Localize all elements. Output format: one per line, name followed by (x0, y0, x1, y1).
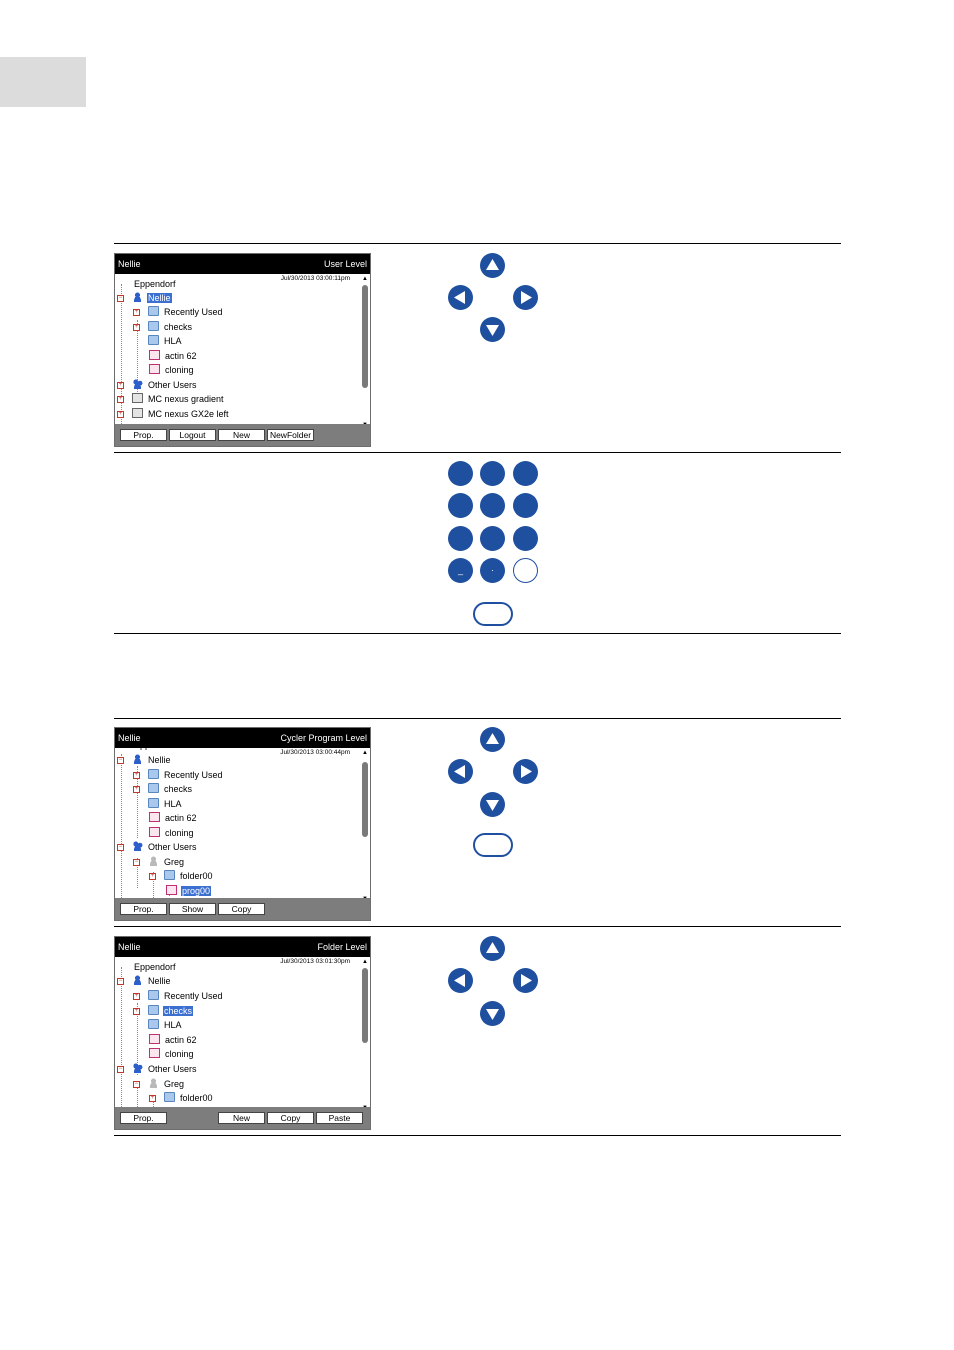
folder-icon (164, 870, 175, 880)
program-icon (149, 827, 160, 837)
tree-item-program[interactable]: cloning (149, 1047, 195, 1061)
keypad-key[interactable] (513, 526, 538, 551)
enter-key-icon[interactable] (473, 833, 513, 857)
folder-icon (148, 1005, 159, 1015)
expand-icon[interactable]: + (118, 382, 123, 388)
scrollbar[interactable] (361, 959, 369, 1109)
keypad-key[interactable] (480, 526, 505, 551)
arrow-up-icon (480, 936, 505, 961)
collapse-icon[interactable]: − (118, 295, 123, 301)
collapse-icon[interactable]: − (134, 859, 139, 865)
collapse-icon[interactable]: − (118, 978, 123, 984)
tree-item-folder[interactable]: Recently Used (148, 768, 224, 782)
arrow-down-icon (480, 317, 505, 342)
tree-item-user[interactable]: Nellie (132, 974, 172, 988)
program-icon (149, 1034, 160, 1044)
file-tree (115, 274, 361, 424)
file-tree (115, 740, 361, 898)
arrow-up-icon (480, 253, 505, 278)
keypad-key-underscore[interactable]: _ (448, 558, 473, 583)
scroll-up-icon[interactable]: ▲ (362, 959, 368, 965)
scroll-up-icon[interactable]: ▲ (362, 750, 368, 756)
users-icon (132, 1063, 143, 1073)
tree-item-user[interactable]: Greg (148, 855, 185, 869)
program-icon (149, 812, 160, 822)
expand-icon[interactable]: + (150, 1095, 155, 1101)
keypad-key[interactable] (513, 461, 538, 486)
tree-item-program[interactable]: cloning (149, 826, 195, 840)
recent-folder-icon (148, 769, 159, 779)
arrow-left-icon (448, 285, 473, 310)
tree-item-program[interactable]: prog00 (166, 884, 211, 898)
arrow-left-key[interactable] (448, 968, 473, 993)
arrow-right-icon (513, 968, 538, 993)
arrow-left-icon (448, 759, 473, 784)
tree-item-program[interactable]: actin 62 (149, 1033, 198, 1047)
device-screen-user-level (114, 253, 371, 447)
file-tree (115, 957, 361, 1107)
tree-item-program[interactable]: actin 62 (149, 811, 198, 825)
expand-icon[interactable]: + (134, 324, 139, 330)
tree-item-folder[interactable]: checks (148, 782, 193, 796)
device-screen-program-level (114, 727, 371, 921)
arrow-down-icon (480, 792, 505, 817)
keypad-key-blank[interactable] (513, 558, 538, 583)
folder-icon (148, 1019, 159, 1029)
arrow-right-key[interactable] (513, 968, 538, 993)
scrollbar[interactable] (361, 276, 369, 426)
cycler-device-icon (132, 393, 143, 403)
arrow-down-key[interactable] (480, 1001, 505, 1026)
keypad-key-dot[interactable]: · (480, 558, 505, 583)
program-icon (166, 885, 177, 895)
screen-timestamp: Jul/30/2013 03:00:44pm (280, 749, 350, 756)
tree-item-folder[interactable]: folder00 (164, 869, 214, 883)
collapse-icon[interactable]: − (118, 1066, 123, 1072)
keypad-key[interactable] (480, 493, 505, 518)
screen-title-bar (115, 254, 370, 274)
keypad-key[interactable] (448, 493, 473, 518)
device-screen-folder-level (114, 936, 371, 1130)
scroll-thumb[interactable] (362, 968, 368, 1043)
tree-item-user[interactable]: Greg (148, 1077, 185, 1091)
expand-icon[interactable]: + (118, 411, 123, 417)
arrow-up-icon (480, 727, 505, 752)
folder-icon (148, 783, 159, 793)
program-icon (149, 364, 160, 374)
logout-softkey[interactable]: Logout (169, 429, 216, 441)
keypad-key[interactable] (513, 493, 538, 518)
collapse-icon[interactable]: − (118, 757, 123, 763)
prop-softkey[interactable]: Prop. (120, 903, 167, 915)
expand-icon[interactable]: + (134, 1008, 139, 1014)
table-bottom-rule (114, 633, 841, 634)
expand-icon[interactable]: + (134, 772, 139, 778)
paste-softkey[interactable]: Paste (316, 1112, 363, 1124)
screen-user-name: Nellie (118, 942, 141, 952)
tree-item-user[interactable]: Nellie (132, 291, 172, 305)
program-icon (149, 350, 160, 360)
arrow-down-key[interactable] (480, 792, 505, 817)
arrow-left-icon (448, 968, 473, 993)
tree-item-other-users[interactable]: Other Users (132, 1062, 198, 1076)
keypad-key[interactable] (448, 461, 473, 486)
user-icon (132, 292, 143, 302)
arrow-right-icon (513, 285, 538, 310)
scroll-thumb[interactable] (362, 285, 368, 388)
tree-item-folder[interactable]: Recently Used (148, 305, 224, 319)
tree-item-program[interactable]: actin 62 (149, 349, 198, 363)
user-icon (132, 975, 143, 985)
arrow-right-icon (513, 759, 538, 784)
screen-timestamp: Jul/30/2013 03:01:30pm (280, 958, 350, 965)
screen-level-title: Folder Level (317, 942, 367, 952)
screen-level-title: User Level (323, 259, 367, 269)
recent-folder-icon (148, 990, 159, 1000)
keypad-key[interactable] (480, 461, 505, 486)
scroll-thumb[interactable] (362, 762, 368, 837)
arrow-right-key[interactable] (513, 759, 538, 784)
softkey-bar (115, 424, 370, 446)
enter-key-icon[interactable] (473, 602, 513, 626)
expand-icon[interactable]: + (134, 309, 139, 315)
tree-item-device[interactable]: MC nexus gradient (132, 392, 225, 406)
tree-item-folder[interactable]: HLA (148, 797, 183, 811)
folder-icon (148, 798, 159, 808)
folder-icon (148, 321, 159, 331)
folder-icon (164, 1092, 175, 1102)
softkey-bar (115, 898, 370, 920)
tree-item-folder[interactable]: checks (148, 1004, 193, 1018)
tree-item-device[interactable]: MC nexus GX2e left (132, 407, 230, 421)
tree-item-other-users[interactable]: Other Users (132, 378, 198, 392)
tree-item-folder[interactable]: folder00 (164, 1091, 214, 1105)
tree-item-folder[interactable]: Recently Used (148, 989, 224, 1003)
copy-softkey[interactable]: Copy (267, 1112, 314, 1124)
new-folder-softkey[interactable]: NewFolder (267, 429, 314, 441)
cycler-device-icon (132, 408, 143, 418)
expand-icon[interactable]: + (134, 786, 139, 792)
screen-timestamp: Jul/30/2013 03:00:11pm (280, 275, 350, 282)
arrow-down-key[interactable] (480, 317, 505, 342)
table-bottom-rule-2 (114, 1135, 841, 1136)
users-icon (132, 841, 143, 851)
screen-title-bar (115, 937, 370, 957)
table-row-divider-2 (114, 926, 841, 927)
screen-user-name: Nellie (118, 259, 141, 269)
screen-level-title: Cycler Program Level (280, 733, 367, 743)
table-row-divider (114, 452, 841, 453)
arrow-left-key[interactable] (448, 759, 473, 784)
tree-item-program[interactable]: cloning (149, 363, 195, 377)
tree-item-root[interactable]: Eppendorf (134, 740, 176, 750)
arrow-up-key[interactable] (480, 727, 505, 752)
table-top-rule (114, 243, 841, 244)
keypad-key[interactable] (448, 526, 473, 551)
arrow-up-key[interactable] (480, 253, 505, 278)
tree-item-user[interactable]: Nellie (132, 753, 172, 767)
user-icon (132, 754, 143, 764)
chapter-tab-marker (0, 57, 86, 107)
program-icon (149, 1048, 160, 1058)
users-icon (132, 379, 143, 389)
scrollbar[interactable] (361, 750, 369, 900)
user-icon (148, 856, 159, 866)
expand-icon[interactable]: + (134, 993, 139, 999)
screen-user-name: Nellie (118, 733, 141, 743)
copy-softkey[interactable]: Copy (218, 903, 265, 915)
tree-item-folder[interactable]: HLA (148, 1018, 183, 1032)
recent-folder-icon (148, 306, 159, 316)
softkey-bar (115, 1107, 370, 1129)
scroll-up-icon[interactable]: ▲ (362, 276, 368, 282)
arrow-up-key[interactable] (480, 936, 505, 961)
tree-item-other-users[interactable]: Other Users (132, 840, 198, 854)
expand-icon[interactable]: + (118, 396, 123, 402)
tree-item-root[interactable]: Eppendorf (134, 962, 176, 972)
tree-item-root[interactable]: Eppendorf (134, 279, 176, 289)
prop-softkey[interactable]: Prop. (120, 1112, 167, 1124)
arrow-left-key[interactable] (448, 285, 473, 310)
arrow-down-icon (480, 1001, 505, 1026)
expand-icon[interactable]: + (150, 873, 155, 879)
collapse-icon[interactable]: − (134, 1081, 139, 1087)
table-top-rule-2 (114, 718, 841, 719)
folder-icon (148, 335, 159, 345)
user-icon (148, 1078, 159, 1088)
arrow-right-key[interactable] (513, 285, 538, 310)
new-softkey[interactable]: New (218, 1112, 265, 1124)
prop-softkey[interactable]: Prop. (120, 429, 167, 441)
new-softkey[interactable]: New (218, 429, 265, 441)
tree-item-folder[interactable]: checks (148, 320, 193, 334)
tree-item-folder[interactable]: HLA (148, 334, 183, 348)
collapse-icon[interactable]: − (118, 844, 123, 850)
show-softkey[interactable]: Show (169, 903, 216, 915)
